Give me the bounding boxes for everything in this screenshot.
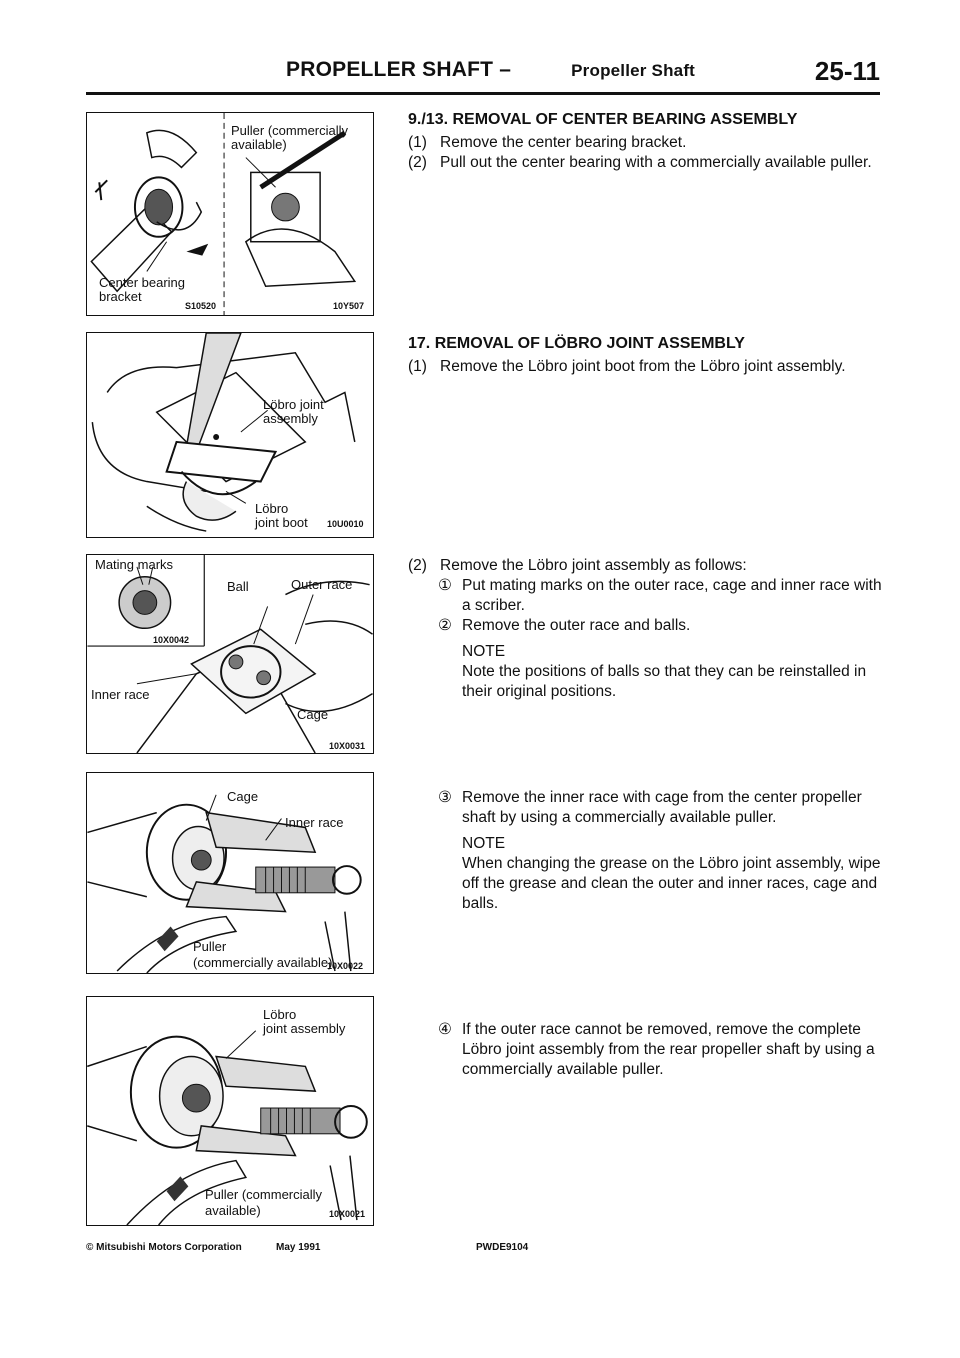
label-mating-marks: Mating marks <box>95 557 174 572</box>
lobro-boot-illustration <box>87 333 373 537</box>
step-number: (2) <box>408 154 427 171</box>
code: 10U0010 <box>327 519 364 529</box>
step-text: Remove the Löbro joint assembly as follows: <box>440 557 747 574</box>
step-text: Remove the Löbro joint boot from the Löbro joint assembly. <box>440 358 846 375</box>
note-text: When changing the grease on the Löbro joint assembly, wipe off the grease and clean the outer and inner races, cage and balls. <box>462 855 881 912</box>
label-inner-race: Inner race <box>285 815 344 830</box>
substep-number: ④ <box>438 1021 452 1038</box>
note-text: Note the positions of balls so that they can be reinstalled in their original positions. <box>462 663 867 700</box>
label-lobro-joint-2: assembly <box>263 411 318 426</box>
code: 10X0021 <box>329 1209 366 1219</box>
label-puller: Puller (commercially <box>205 1187 323 1202</box>
note <box>408 834 888 914</box>
label-ball: Ball <box>227 579 249 594</box>
footer-copyright: © Mitsubishi Motors Corporation <box>86 1242 242 1253</box>
figure-center-bearing <box>86 112 374 316</box>
label-cage: Cage <box>297 707 329 722</box>
substep-text: Remove the outer race and balls. <box>462 617 691 634</box>
step-number: (2) <box>408 557 427 574</box>
substep-number: ③ <box>438 789 452 806</box>
note-label: NOTE <box>462 835 506 852</box>
step-item <box>408 153 888 173</box>
label-center-bearing-2: bracket <box>99 289 142 304</box>
substep-text: Remove the inner race with cage from the center propeller shaft by using a commercially available puller. <box>462 789 862 826</box>
label-puller-2: available) <box>205 1203 261 1218</box>
substep-item <box>408 1020 888 1080</box>
label-puller-2: available) <box>231 137 287 152</box>
section-outer-race <box>408 1020 888 1080</box>
step-item <box>408 556 888 576</box>
note <box>408 642 888 702</box>
step-item <box>408 133 888 153</box>
figure-outer-race <box>86 554 374 754</box>
step-text: Pull out the center bearing with a commercially available puller. <box>440 154 872 171</box>
code-inset: 10X0042 <box>153 635 190 645</box>
label-outer-race: Outer race <box>291 577 353 592</box>
label-cage: Cage <box>227 789 259 804</box>
figure-inner-race-puller <box>86 772 374 974</box>
code: 10X0031 <box>329 741 366 751</box>
substep-text: Put mating marks on the outer race, cage and inner race with a scriber. <box>462 577 882 614</box>
section-heading: 17. REMOVAL OF LÖBRO JOINT ASSEMBLY <box>408 335 745 352</box>
label-puller: Puller (commercially <box>231 123 349 138</box>
section-lobro-joint <box>408 334 888 377</box>
title-sub: Propeller Shaft <box>571 61 696 80</box>
step-number: (1) <box>408 358 427 375</box>
substep-item <box>408 576 888 616</box>
step-text: Remove the center bearing bracket. <box>440 134 687 151</box>
section-center-bearing <box>408 110 888 173</box>
substep-number: ② <box>438 617 452 634</box>
label-lobro: Löbro <box>263 1007 297 1022</box>
substep-item <box>408 788 888 828</box>
footer-date: May 1991 <box>276 1242 321 1253</box>
figure-lobro-puller <box>86 996 374 1226</box>
figure-lobro-boot <box>86 332 374 538</box>
code-left: S10520 <box>185 301 217 311</box>
label-lobro-boot-2: joint boot <box>255 515 308 530</box>
label-lobro-joint: Löbro joint <box>263 397 324 412</box>
label-lobro-boot: Löbro <box>255 501 289 516</box>
footer-code: PWDE9104 <box>476 1242 529 1253</box>
page-header <box>86 58 880 92</box>
step-item <box>408 357 888 377</box>
section-heading: 9./13. REMOVAL OF CENTER BEARING ASSEMBLY <box>408 111 798 128</box>
note-label: NOTE <box>462 643 506 660</box>
step-number: (1) <box>408 134 427 151</box>
header-rule <box>86 92 880 95</box>
page-title <box>286 58 695 82</box>
substep-text: If the outer race cannot be removed, remove the complete Löbro joint assembly from the rear propeller shaft by using a commercially available puller. <box>462 1021 875 1078</box>
section-inner-race <box>408 788 888 914</box>
page-number: 25-11 <box>814 56 880 86</box>
code: 10X0022 <box>327 961 364 971</box>
substep-item <box>408 616 888 636</box>
label-puller: Puller <box>193 939 227 954</box>
label-puller-2: (commercially available) <box>193 955 333 970</box>
label-inner-race: Inner race <box>91 687 150 702</box>
label-lobro-2: joint assembly <box>263 1021 346 1036</box>
substep-number: ① <box>438 577 452 594</box>
title-main: PROPELLER SHAFT – <box>286 58 518 81</box>
label-center-bearing: Center bearing <box>99 275 185 290</box>
section-remove-joint <box>408 556 888 702</box>
code-right: 10Y507 <box>333 301 365 311</box>
